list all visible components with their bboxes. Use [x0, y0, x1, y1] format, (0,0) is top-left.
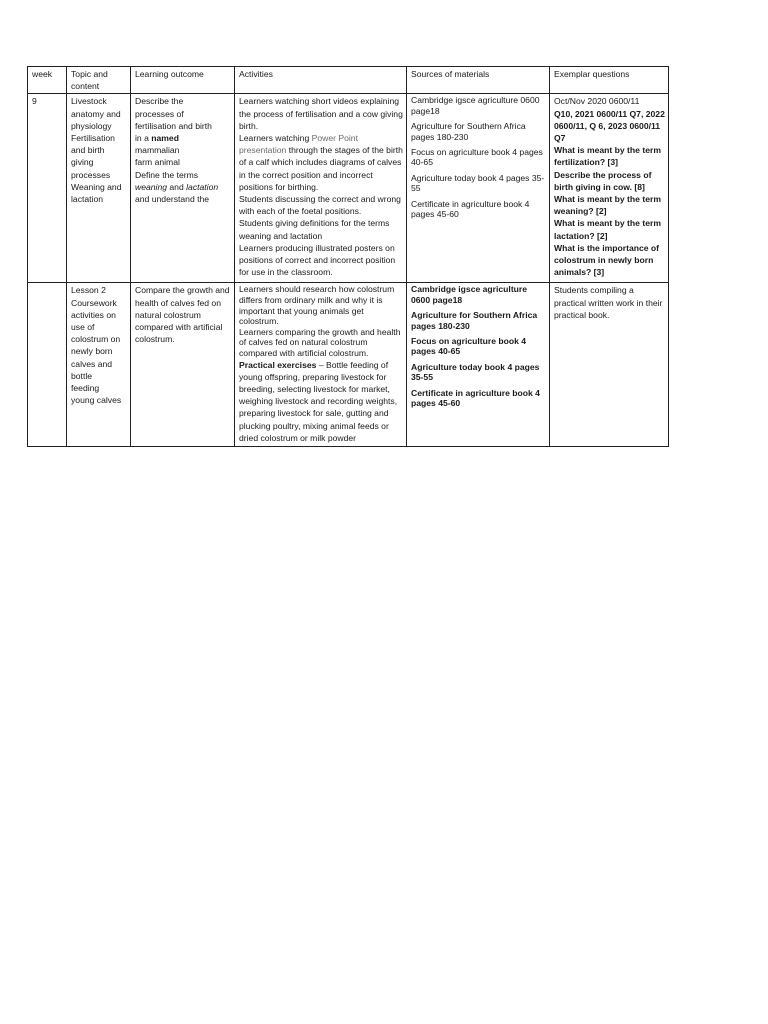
table-row [28, 283, 669, 447]
outcome-line: mammalian [135, 145, 180, 156]
topic-line: colostrum on [71, 334, 121, 345]
outcome-italic-lactation: lactation [186, 181, 219, 192]
source-item: Focus on agriculture book 4 pages 40-65 [411, 147, 543, 168]
row1-sources [407, 94, 550, 283]
practical-exercises-label: Practical exercises [239, 359, 317, 370]
outcome-line: processes of [135, 108, 184, 119]
outcome-line: farm animal [135, 157, 180, 168]
header-topic: Topic and content [67, 67, 131, 94]
question-item: What is meant by the term lactation? [2] [554, 218, 661, 241]
row2-topic [67, 283, 131, 447]
question-item: What is meant by the term fertilization? [3] [554, 145, 661, 168]
topic-line: Coursework [71, 297, 117, 308]
topic-line: bottle [71, 370, 93, 381]
row2-sources [407, 283, 550, 447]
topic-line: calves and [71, 358, 113, 369]
question-item: What is meant by the term weaning? [2] [554, 194, 661, 217]
topic-line: lactation [71, 194, 104, 205]
header-questions: Exemplar questions [550, 67, 669, 94]
row1-topic [67, 94, 131, 283]
topic-line: use of [71, 322, 95, 333]
source-item: Agriculture for Southern Africa pages 180-230 [411, 310, 538, 331]
outcome-line: and understand the [135, 194, 210, 205]
table-row [28, 94, 669, 283]
outcome-bold-named: named [151, 133, 179, 144]
activity-item [239, 132, 403, 193]
source-item: Cambridge igsce agriculture 0600 page18 [411, 95, 540, 116]
activity-item: Students giving definitions for the terms weaning and lactation [239, 218, 390, 241]
question-item: What is the importance of colostrum in newly born animals? [3] [554, 242, 660, 278]
table-header-row [28, 67, 669, 94]
activity-text: through the stages of the birth of a calf which includes diagrams of calves in the correct position and incorrect positions for birthing. [239, 145, 403, 192]
row1-outcome [131, 94, 235, 283]
question-reference: Q10, 2021 0600/11 Q7, 2022 0600/11, Q 6, 2023 0600/11 Q7 [554, 108, 665, 144]
row1-week: 9 [28, 94, 67, 283]
topic-line: physiology [71, 120, 112, 131]
source-item: Certificate in agriculture book 4 pages 45-60 [411, 198, 530, 220]
activity-text: – Bottle feeding of young offspring, preparing livestock for breeding, selecting livestock for market, weighing livestock and recording weights, preparing livestock for sale, gutting and plucking poultry, mixing animal feeds or dried colostrum or milk powder [239, 359, 398, 443]
row1-activities [235, 94, 407, 283]
outcome-line [135, 132, 231, 144]
topic-line: Weaning and [71, 181, 122, 192]
activity-item: Learners watching short videos explaining the process of fertilisation and a cow giving birth. [239, 96, 403, 131]
question-reference: Oct/Nov 2020 0600/11 [554, 96, 640, 107]
header-activities: Activities [235, 67, 407, 94]
source-item: Cambridge igsce agriculture 0600 page18 [411, 284, 528, 305]
activity-text: Learners watching [239, 133, 312, 144]
outcome-line [135, 181, 231, 193]
row2-week [28, 283, 67, 447]
row2-questions: Students compiling a practical written work in their practical book. [550, 283, 669, 447]
activity-item: Students discussing the correct and wrong with each of the foetal positions. [239, 194, 401, 217]
source-item: Agriculture today book 4 pages 35-55 [411, 172, 545, 194]
activity-item: Learners comparing the growth and health of calves fed on natural colostrum compared with artificial colostrum. [239, 326, 401, 358]
scheme-of-work-table [27, 66, 669, 447]
activity-item: Learners producing illustrated posters on positions of correct and incorrect position for use in the classroom. [239, 242, 396, 278]
outcome-line: Describe the [135, 96, 184, 107]
topic-line: anatomy and [71, 108, 121, 119]
row1-questions [550, 94, 669, 283]
row2-outcome: Compare the growth and health of calves fed on natural colostrum compared with artificial colostrum. [131, 283, 235, 447]
topic-line: Lesson 2 [71, 285, 106, 296]
powerpoint-link[interactable]: Power Point presentation [239, 133, 358, 156]
topic-line: newly born [71, 346, 113, 357]
outcome-text: in a [135, 133, 152, 144]
outcome-text: and [167, 181, 187, 192]
source-item: Certificate in agriculture book 4 pages 45-60 [411, 387, 540, 409]
activity-item [239, 359, 403, 444]
row2-activities [235, 283, 407, 447]
question-item: Describe the process of birth giving in cow. [8] [554, 169, 652, 192]
topic-line: young calves [71, 395, 122, 406]
outcome-line: Define the terms [135, 169, 199, 180]
header-week: week [28, 67, 67, 94]
source-item: Agriculture today book 4 pages 35-55 [411, 361, 540, 383]
header-outcome: Learning outcome [131, 67, 235, 94]
topic-line: activities on [71, 309, 116, 320]
topic-line: and birth [71, 145, 105, 156]
source-item: Agriculture for Southern Africa pages 180-230 [411, 121, 526, 142]
activity-item: Learners should research how colostrum differs from ordinary milk and why it is important that young animals get colostrum. [239, 284, 395, 327]
topic-line: Livestock [71, 96, 107, 107]
topic-line: feeding [71, 383, 100, 394]
outcome-line: fertilisation and birth [135, 120, 212, 131]
topic-line: processes [71, 169, 111, 180]
topic-line: giving [71, 157, 94, 168]
outcome-italic-weaning: weaning [135, 181, 168, 192]
source-item: Focus on agriculture book 4 pages 40-65 [411, 336, 527, 357]
header-sources: Sources of materials [407, 67, 550, 94]
topic-line: Fertilisation [71, 133, 115, 144]
